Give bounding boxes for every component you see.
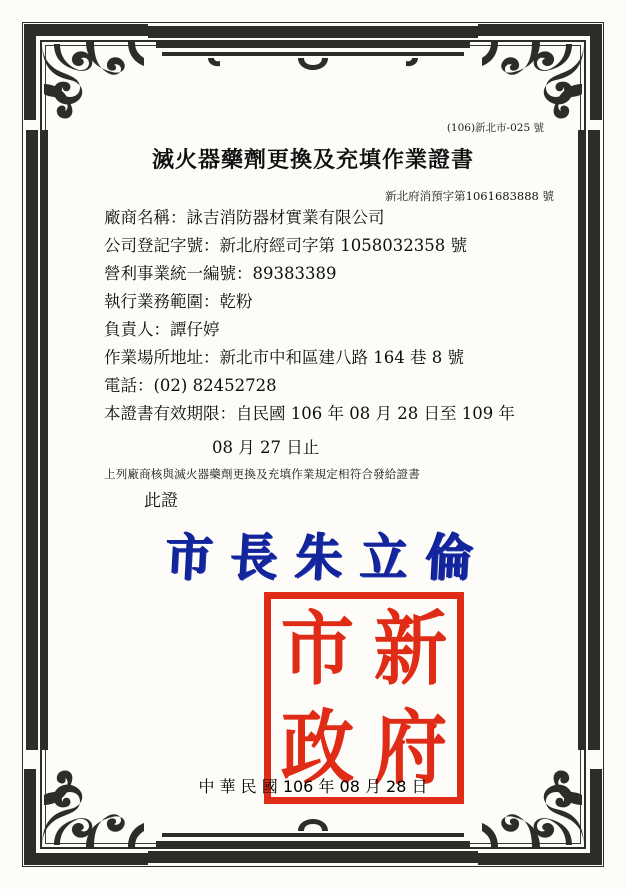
hereby-certified-text: 此證 [144, 491, 178, 511]
field-label: 本證書有效期限： [104, 404, 236, 423]
seal-character: 市 [280, 600, 355, 696]
ornament-edge-right [574, 130, 600, 750]
field-value: 譚仔婷 [170, 320, 220, 339]
mayor-signature: 市長朱立倫 [164, 528, 493, 588]
field-value: 89383389 [252, 264, 337, 283]
certificate-content [56, 58, 570, 831]
field-label: 營利事業統一編號： [104, 264, 253, 283]
field-row-registration-number [104, 238, 554, 255]
seal-character: 府 [373, 699, 448, 795]
document-number: (106)新北市-025 號 [446, 122, 544, 134]
field-value: (02) 82452728 [153, 376, 277, 395]
field-label: 執行業務範圍： [104, 292, 220, 311]
field-row-tax-id [104, 266, 554, 283]
official-red-seal [264, 592, 464, 804]
approval-statement: 上列廠商核與滅火器藥劑更換及充填作業規定相符合發給證書 [104, 467, 420, 481]
seal-character: 新 [373, 600, 448, 696]
field-row-company-name [104, 210, 554, 227]
certificate-title: 滅火器藥劑更換及充填作業證書 [151, 147, 474, 173]
field-row-validity-period-continued: 08 月 27 日止 [212, 438, 320, 457]
field-label: 公司登記字號： [104, 236, 220, 255]
field-value: 新北府經司字第 1058032358 號 [219, 236, 467, 255]
field-value: 新北市中和區建八路 164 巷 8 號 [219, 348, 464, 367]
field-label: 作業場所地址： [104, 348, 220, 367]
field-label: 廠商名稱： [104, 208, 187, 227]
field-row-responsible-person [104, 322, 554, 339]
field-value: 自民國 106 年 08 月 28 日至 109 年 [236, 404, 515, 423]
field-list [104, 210, 554, 470]
field-row-validity-period [104, 406, 554, 423]
field-row-site-address [104, 350, 554, 367]
issue-date-line [112, 774, 514, 797]
issuing-reference-number: 新北府消預字第1061683888 號 [385, 189, 554, 203]
field-label: 電話： [104, 376, 154, 395]
field-label: 負責人： [104, 320, 170, 339]
seal-character: 政 [280, 699, 355, 795]
field-value: 詠吉消防器材實業有限公司 [186, 208, 385, 227]
field-row-telephone [104, 378, 554, 395]
field-value: 乾粉 [219, 292, 253, 311]
seal-character-grid [271, 599, 457, 797]
field-row-scope-of-business [104, 294, 554, 311]
ornament-edge-left [26, 130, 52, 750]
issue-date: 中 華 民 國 106 年 08 月 28 日 [198, 777, 428, 796]
